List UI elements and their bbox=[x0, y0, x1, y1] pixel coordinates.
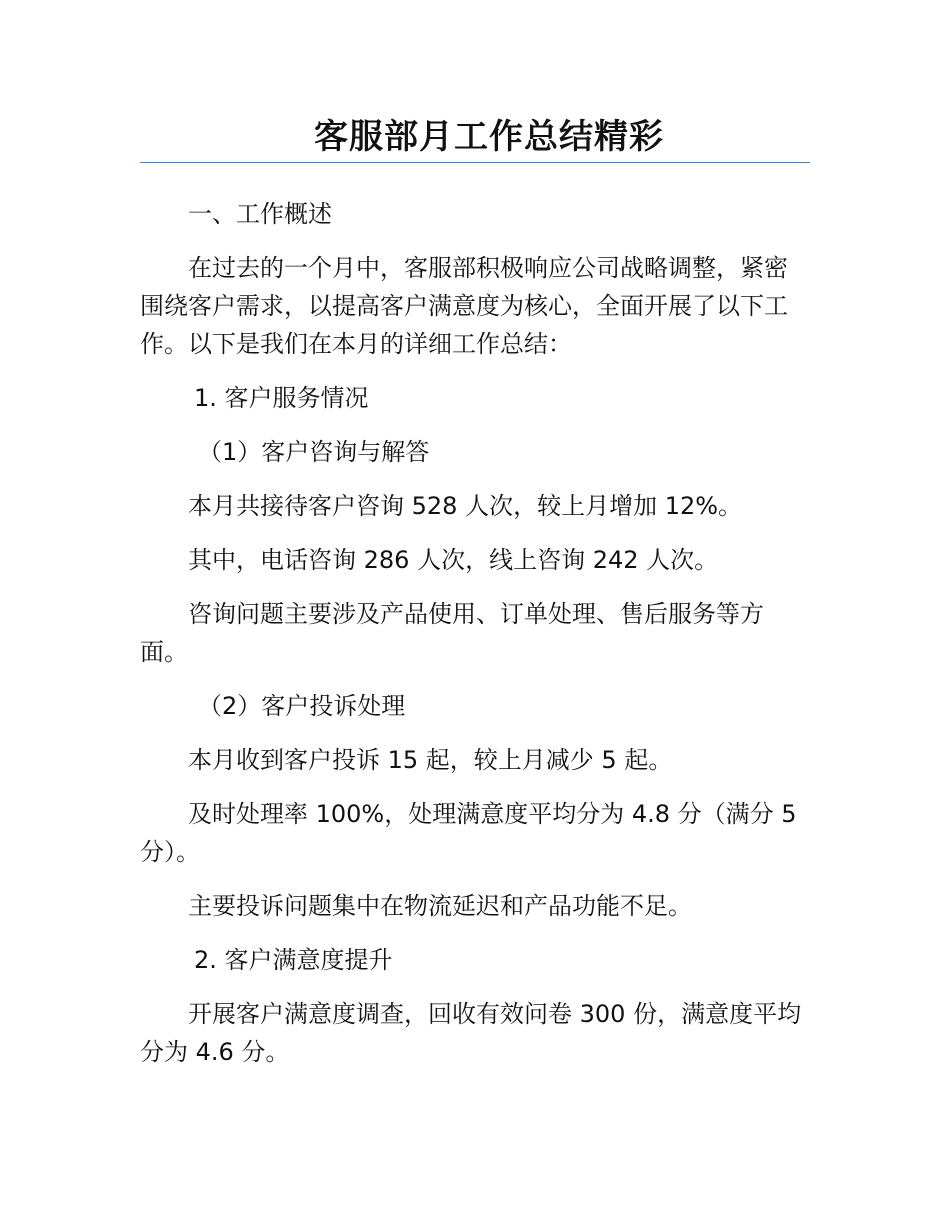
document-page bbox=[140, 0, 810, 1071]
paragraph-survey: 开展客户满意度调查，回收有效问卷 300 份，满意度平均分为 4.6 分。 bbox=[140, 1000, 802, 1066]
title-divider bbox=[140, 162, 810, 163]
paragraph-consultation-topics: 咨询问题主要涉及产品使用、订单处理、售后服务等方面。 bbox=[140, 600, 764, 666]
paragraph-consultation-total: 本月共接待客户咨询 528 人次，较上月增加 12%。 bbox=[188, 492, 743, 520]
intro-paragraph: 在过去的一个月中，客服部积极响应公司战略调整，紧密围绕客户需求，以提高客户满意度为核心，全面开展了以下工作。以下是我们在本月的详细工作总结： bbox=[140, 254, 788, 358]
item-heading-satisfaction: 2. 客户满意度提升 bbox=[194, 946, 393, 974]
sub-heading-complaints: （2）客户投诉处理 bbox=[198, 692, 406, 720]
paragraph-consultation-split: 其中，电话咨询 286 人次，线上咨询 242 人次。 bbox=[188, 546, 719, 574]
document-body bbox=[140, 195, 810, 1071]
document-title: 客服部月工作总结精彩 bbox=[314, 117, 664, 157]
section-heading-overview: 一、工作概述 bbox=[188, 200, 332, 228]
paragraph-complaint-issues: 主要投诉问题集中在物流延迟和产品功能不足。 bbox=[188, 892, 692, 920]
item-heading-customer-service: 1. 客户服务情况 bbox=[194, 384, 369, 412]
paragraph-complaint-total: 本月收到客户投诉 15 起，较上月减少 5 起。 bbox=[188, 746, 673, 774]
paragraph-complaint-rate: 及时处理率 100%，处理满意度平均分为 4.8 分（满分 5 分）。 bbox=[140, 800, 797, 866]
sub-heading-consultation: （1）客户咨询与解答 bbox=[198, 438, 430, 466]
